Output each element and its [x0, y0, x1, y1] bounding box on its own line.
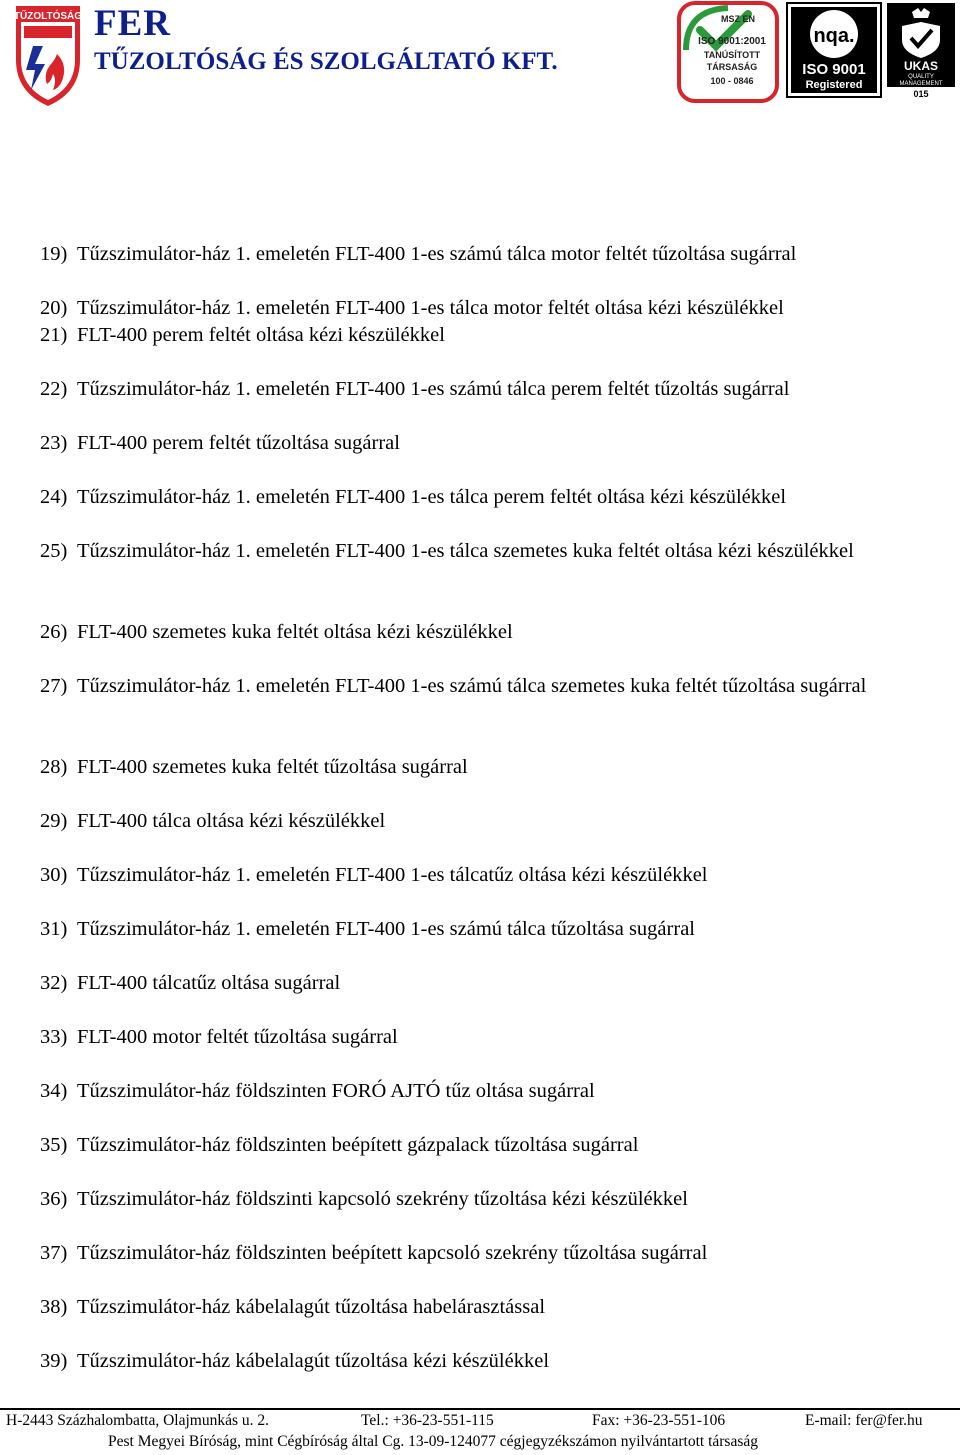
item-number: 22) [40, 378, 68, 400]
item-number: 39) [40, 1350, 68, 1372]
cert1-line2: ISO 9001:2001 [698, 36, 766, 47]
cert1-line5: 100 - 0846 [710, 76, 754, 86]
item-text: Tűzszimulátor-ház kábelalagút tűzoltása habelárasztással [77, 1296, 546, 1318]
item-text: Tűzszimulátor-ház földszinti kapcsoló szekrény tűzoltása kézi készülékkel [77, 1188, 688, 1210]
cert2-line3: Registered [805, 79, 863, 91]
item-text: FLT-400 szemetes kuka feltét oltása kézi készülékkel [77, 621, 513, 643]
item-text: FLT-400 tálca oltása kézi készülékkel [77, 810, 386, 832]
list-item [40, 376, 946, 403]
item-text: Tűzszimulátor-ház 1. emeletén FLT-400 1-es tálca perem feltét oltása kézi készülékkel [77, 486, 787, 508]
item-text: Tűzszimulátor-ház földszinten beépített gázpalack tűzoltása sugárral [77, 1134, 639, 1156]
item-number: 33) [40, 1026, 68, 1048]
item-text: Tűzszimulátor-ház kábelalagút tűzoltása kézi készülékkel [77, 1350, 550, 1372]
list-item [40, 916, 946, 943]
item-number: 29) [40, 810, 68, 832]
footer-registration: Pest Megyei Bíróság, mint Cégbíróság által Cg. 13-09-124077 cégjegyzékszámon nyilvántartott társaság [108, 1433, 758, 1450]
cert2-line1: nqa. [813, 25, 855, 47]
list-item [40, 430, 946, 457]
item-number: 36) [40, 1188, 68, 1210]
item-text: Tűzszimulátor-ház földszinten FORÓ AJTÓ tűz oltása sugárral [77, 1080, 595, 1102]
item-text: FLT-400 motor feltét tűzoltása sugárral [77, 1026, 398, 1048]
list-item [40, 862, 946, 889]
item-text: Tűzszimulátor-ház 1. emeletén FLT-400 1-es számú tálca perem feltét tűzoltás sugárral [77, 378, 790, 400]
list-item [40, 241, 946, 268]
item-text: Tűzszimulátor-ház 1. emeletén FLT-400 1-es számú tálca tűzoltása sugárral [77, 918, 695, 940]
item-number: 20) [40, 297, 68, 319]
company-full-name: TŰZOLTÓSÁG ÉS SZOLGÁLTATÓ KFT. [94, 48, 558, 75]
item-number: 34) [40, 1080, 68, 1102]
list-item [40, 295, 946, 322]
item-text: Tűzszimulátor-ház 1. emeletén FLT-400 1-es tálca szemetes kuka feltét oltása kézi készülékkel [77, 540, 854, 562]
item-number: 31) [40, 918, 68, 940]
item-number: 26) [40, 621, 68, 643]
item-text: Tűzszimulátor-ház 1. emeletén FLT-400 1-es számú tálca motor feltét tűzoltása sugárral [77, 243, 797, 265]
list-item [40, 322, 946, 349]
cert3-number: 015 [913, 89, 929, 99]
company-name: FER [94, 3, 171, 44]
nqa-iso-9001-registered-badge [786, 2, 882, 98]
item-number: 37) [40, 1242, 68, 1264]
cert3-line1: UKAS [903, 59, 939, 73]
list-item [40, 1186, 946, 1213]
msz-en-iso-certificate-badge [676, 0, 780, 104]
list-item [40, 1024, 946, 1051]
cert3-line3: MANAGEMENT [899, 81, 943, 87]
item-number: 38) [40, 1296, 68, 1318]
item-text: Tűzszimulátor-ház földszinten beépített kapcsoló szekrény tűzoltása sugárral [77, 1242, 708, 1264]
item-number: 28) [40, 756, 68, 778]
item-number: 27) [40, 675, 68, 697]
ukas-quality-management-badge [886, 2, 956, 100]
cert1-line4: TÁRSASÁG [706, 62, 758, 72]
logo-text: TŰZOLTÓSÁG [13, 11, 83, 22]
item-number: 21) [40, 324, 68, 346]
footer-divider [0, 1408, 960, 1410]
footer-email: E-mail: fer@fer.hu [805, 1412, 923, 1429]
list-item [40, 754, 946, 781]
footer-address: H-2443 Százhalombatta, Olajmunkás u. 2. [6, 1412, 270, 1429]
item-number: 19) [40, 243, 68, 265]
item-text: FLT-400 perem feltét tűzoltása sugárral [77, 432, 400, 454]
cert2-line2: ISO 9001 [802, 61, 866, 78]
item-text: Tűzszimulátor-ház 1. emeletén FLT-400 1-es számú tálca szemetes kuka feltét tűzoltása sugárral [77, 675, 867, 697]
item-text: FLT-400 tálcatűz oltása sugárral [77, 972, 341, 994]
item-text: FLT-400 szemetes kuka feltét tűzoltása sugárral [77, 756, 468, 778]
item-number: 23) [40, 432, 68, 454]
item-text: Tűzszimulátor-ház 1. emeletén FLT-400 1-es tálca motor feltét oltása kézi készülékkel [77, 297, 784, 319]
list-item [40, 619, 946, 646]
footer-phone: Tel.: +36-23-551-115 [361, 1412, 494, 1429]
item-text: FLT-400 perem feltét oltása kézi készülékkel [77, 324, 445, 346]
letterhead [0, 0, 960, 112]
list-item [40, 673, 946, 700]
cert1-line3: TANÚSÍTOTT [703, 50, 761, 60]
item-number: 25) [40, 540, 68, 562]
item-number: 32) [40, 972, 68, 994]
item-text: Tűzszimulátor-ház 1. emeletén FLT-400 1-es tálcatűz oltása kézi készülékkel [77, 864, 708, 886]
list-item [40, 1294, 946, 1321]
item-number: 24) [40, 486, 68, 508]
list-item [40, 1240, 946, 1267]
list-item [40, 970, 946, 997]
cert1-line1: MSZ EN [720, 14, 756, 24]
list-item [40, 1132, 946, 1159]
fer-shield-logo [13, 2, 83, 108]
item-number: 30) [40, 864, 68, 886]
list-item [40, 538, 880, 565]
list-item [40, 1348, 946, 1375]
footer-fax: Fax: +36-23-551-106 [592, 1412, 726, 1429]
list-item [40, 808, 946, 835]
cert3-line2: QUALITY [908, 74, 934, 80]
list-item [40, 484, 946, 511]
list-item [40, 1078, 946, 1105]
item-number: 35) [40, 1134, 68, 1156]
